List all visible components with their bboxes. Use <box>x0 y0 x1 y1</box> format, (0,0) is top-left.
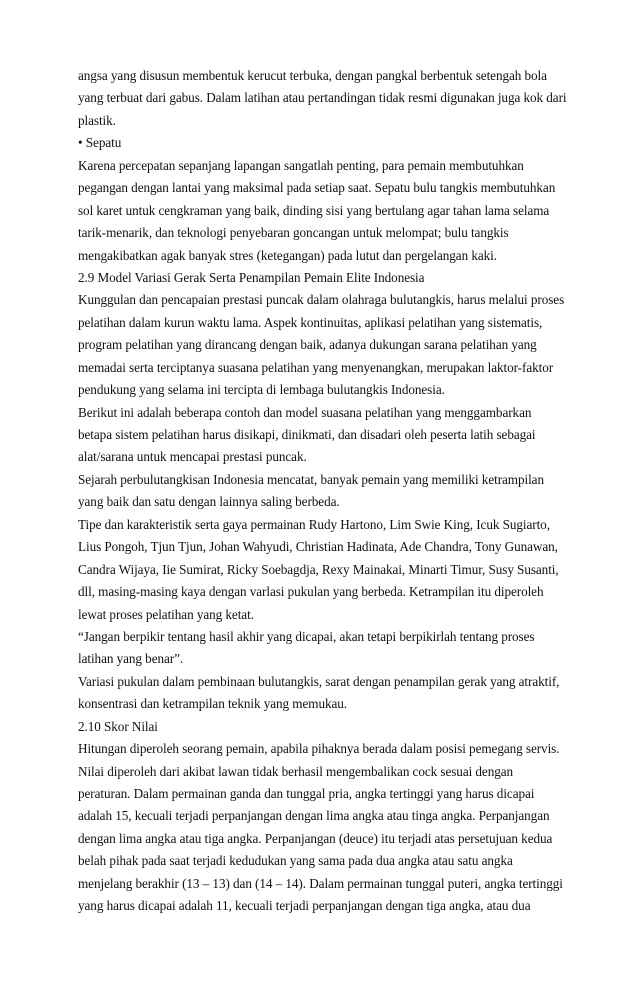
text-line: menjelang berakhir (13 – 13) dan (14 – 14). Dalam permainan tunggal puteri, angka tertinggi <box>78 875 563 891</box>
body-text <box>78 65 578 918</box>
text-line: Kunggulan dan pencapaian prestasi puncak dalam olahraga bulutangkis, harus melalui proses <box>78 292 565 308</box>
text-line: latihan yang benar”. <box>78 651 184 667</box>
text-line: “Jangan berpikir tentang hasil akhir yang dicapai, akan tetapi berpikirlah tentang proses <box>78 628 535 644</box>
text-line: Berikut ini adalah beberapa contoh dan model suasana pelatihan yang menggambarkan <box>78 404 532 420</box>
text-line: Lius Pongoh, Tjun Tjun, Johan Wahyudi, Christian Hadinata, Ade Chandra, Tony Gunawan, <box>78 539 558 555</box>
text-line: mengakibatkan agak banyak stres (ketegangan) pada lutut dan pergelangan kaki. <box>78 247 497 263</box>
text-line: tarik-menarik, dan teknologi penyebaran goncangan untuk melompat; bulu tangkis <box>78 225 509 241</box>
text-line: konsentrasi dan ketrampilan teknik yang memukau. <box>78 696 348 712</box>
text-line: yang harus dicapai adalah 11, kecuali terjadi perpanjangan dengan tiga angka, atau dua <box>78 898 531 914</box>
text-line: dll, masing-masing kaya dengan varlasi pukulan yang berbeda. Ketrampilan itu diperoleh <box>78 584 544 600</box>
text-line: Tipe dan karakteristik serta gaya permainan Rudy Hartono, Lim Swie King, Icuk Sugiarto, <box>78 516 550 532</box>
text-line: yang terbuat dari gabus. Dalam latihan atau pertandingan tidak resmi digunakan juga kok dari <box>78 90 567 106</box>
text-line: pegangan dengan lantai yang maksimal pada setiap saat. Sepatu bulu tangkis membutuhkan <box>78 180 556 196</box>
text-line: Nilai diperoleh dari akibat lawan tidak berhasil mengembalikan cock sesuai dengan <box>78 763 514 779</box>
text-line: lewat proses pelatihan yang ketat. <box>78 606 254 622</box>
text-line: 2.10 Skor Nilai <box>78 718 158 734</box>
text-line: • Sepatu <box>78 135 122 151</box>
text-line: adalah 15, kecuali terjadi perpanjangan dengan lima angka atau tinga angka. Perpanjangan <box>78 808 550 824</box>
text-line: program pelatihan yang dirancang dengan baik, adanya dukungan sarana pelatihan yang <box>78 337 537 353</box>
text-line: plastik. <box>78 112 116 128</box>
text-line: Candra Wijaya, Iie Sumirat, Ricky Soebagdja, Rexy Mainakai, Minarti Timur, Susy Susanti, <box>78 561 559 577</box>
text-line: Karena percepatan sepanjang lapangan sangatlah penting, para pemain membutuhkan <box>78 157 524 173</box>
text-line: pendukung yang selama ini tercipta di lembaga bulutangkis Indonesia. <box>78 382 445 398</box>
text-line: belah pihak pada saat terjadi kedudukan yang sama pada dua angka atau satu angka <box>78 853 513 869</box>
text-line: peraturan. Dalam permainan ganda dan tunggal pria, angka tertinggi yang harus dicapai <box>78 786 535 801</box>
text-line: yang baik dan satu dengan lainnya saling berbeda. <box>78 494 340 510</box>
text-line: Sejarah perbulutangkisan Indonesia mencatat, banyak pemain yang memiliki ketrampilan <box>78 471 544 487</box>
text-line: betapa sistem pelatihan harus disikapi, dinikmati, dan disadari oleh peserta latih sebagai <box>78 427 536 442</box>
text-line: pelatihan dalam kurun waktu lama. Aspek kontinuitas, aplikasi pelatihan yang sistematis, <box>78 314 543 330</box>
text-line: alat/sarana untuk mencapai prestasi puncak. <box>78 449 307 465</box>
text-line: angsa yang disusun membentuk kerucut terbuka, dengan pangkal berbentuk setengah bola <box>78 68 547 83</box>
text-line: Hitungan diperoleh seorang pemain, apabila pihaknya berada dalam posisi pemegang servis. <box>78 741 560 757</box>
text-line: dengan lima angka atau tiga angka. Perpanjangan (deuce) itu terjadi atas persetujuan kedua <box>78 830 553 846</box>
text-line: Variasi pukulan dalam pembinaan bulutangkis, sarat dengan penampilan gerak yang atraktif, <box>78 673 560 689</box>
text-line: 2.9 Model Variasi Gerak Serta Penampilan Pemain Elite Indonesia <box>78 269 425 285</box>
text-line: sol karet untuk cengkraman yang baik, dinding sisi yang bertulang agar tahan lama selama <box>78 202 550 218</box>
text-line: memadai serta terciptanya suasana pelatihan yang menyenangkan, merupakan laktor-faktor <box>78 359 554 375</box>
